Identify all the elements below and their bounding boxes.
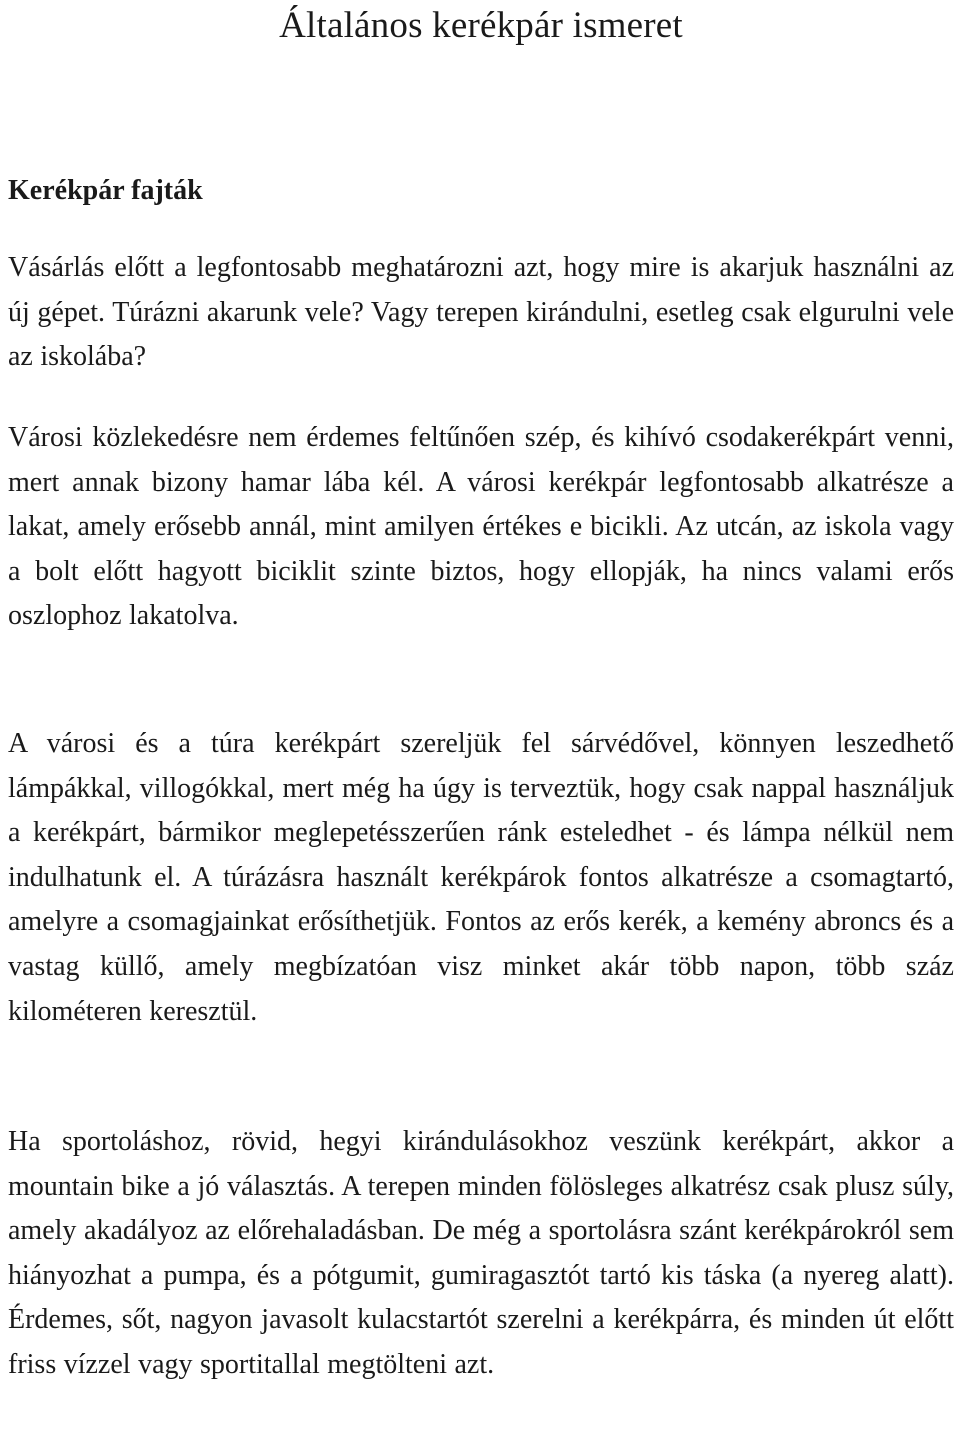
paragraph-purchase: Vásárlás előtt a legfontosabb meghatározni azt, hogy mire is akarjuk használni az új gépet. Túrázni akarunk vele? Vagy terepen kirándulni, esetleg csak elgurulni vele az iskolába? <box>8 252 954 373</box>
document-page <box>8 0 954 1380</box>
section-title: Kerékpár fajták <box>8 175 203 206</box>
document-title: Általános kerékpár ismeret <box>279 5 683 46</box>
paragraph-city-bike: Városi közlekedésre nem érdemes feltűnően szép, és kihívó csodakerékpárt venni, mert annak bizony hamar lába kél. A városi kerékpár legfontosabb alkatrésze a lakat, amely erősebb annál, mint amilyen értékes e bicikli. Az utcán, az iskola vagy a bolt előtt hagyott biciklit szinte biztos, hogy ellopják, ha nincs valami erős oszlophoz lakatolva. <box>8 422 954 632</box>
paragraph-touring-bike: A városi és a túra kerékpárt szereljük fel sárvédővel, könnyen leszedhető lámpákkal, villogókkal, mert még ha úgy is terveztük, hogy csak nappal használjuk a kerékpárt, bármikor meglepetésszerűen ránk esteledhet - és lámpa nélkül nem indulhatunk el. A túrázásra használt kerékpárok fontos alkatrésze a csomagtartó, amelyre a csomagjainkat erősíthetjük. Fontos az erős kerék, a kemény abroncs és a vastag küllő, amely megbízatóan visz minket akár több napon, több száz kilométeren keresztül. <box>8 728 954 1027</box>
paragraph-mountain-bike: Ha sportoláshoz, rövid, hegyi kirándulásokhoz veszünk kerékpárt, akkor a mountain bike a jó választás. A terepen minden fölösleges alkatrész csak plusz súly, amely akadályoz az előrehaladásban. De még a sportolásra szánt kerékpárokról sem hiányozhat a pumpa, és a pótgumit, gumiragasztót tartó kis táska (a nyereg alatt). Érdemes, sőt, nagyon javasolt kulacstartót szerelni a kerékpárra, és minden út előtt friss vízzel vagy sportitallal megtölteni azt. <box>8 1126 954 1380</box>
